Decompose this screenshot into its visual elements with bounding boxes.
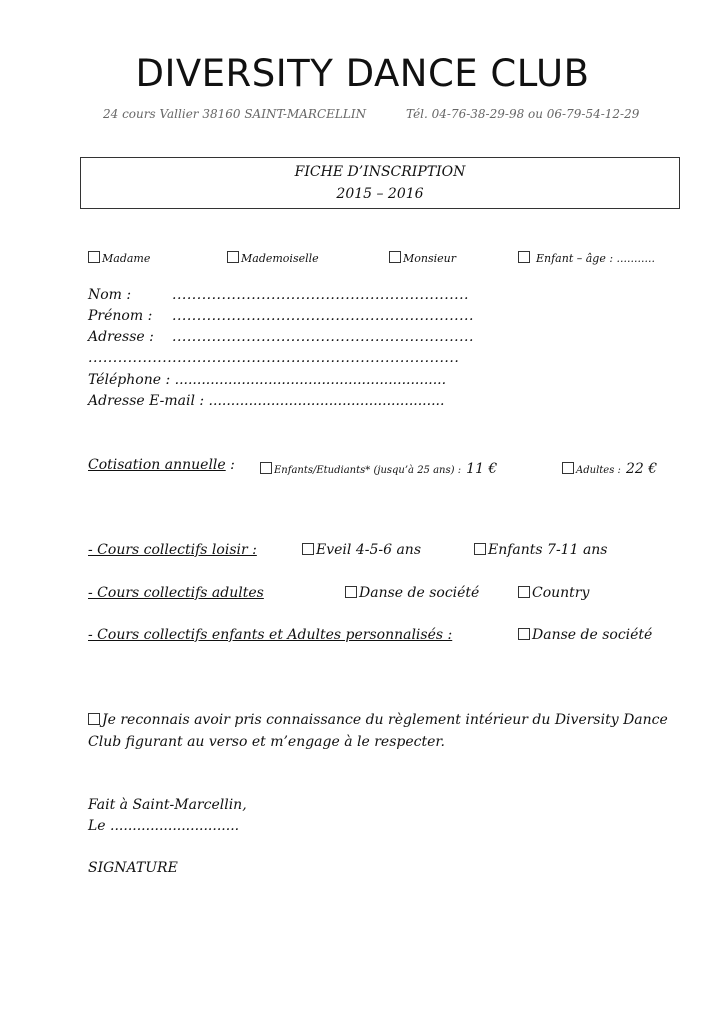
option-enfants-etudiants[interactable] (260, 458, 497, 477)
label-enfant: Enfant – âge : ........... (536, 252, 656, 265)
label-country: Country (532, 585, 590, 601)
label-monsieur: Monsieur (403, 252, 456, 265)
cotisation-colon: : (230, 457, 235, 473)
option-adultes[interactable] (562, 458, 657, 477)
form-header-box (80, 157, 680, 209)
option-eveil[interactable] (302, 542, 421, 558)
date-field[interactable]: Le ............................. (88, 818, 240, 834)
cours-adultes-label: - Cours collectifs adultes (88, 585, 264, 601)
label-adultes: Adultes : (576, 465, 621, 476)
input-adresse[interactable]: ............................................................. (172, 329, 474, 345)
option-mademoiselle[interactable] (227, 251, 319, 265)
checkbox-perso-danse-societe[interactable] (518, 628, 530, 640)
option-monsieur[interactable] (389, 251, 456, 265)
checkbox-adultes[interactable] (562, 462, 574, 474)
option-madame[interactable] (88, 251, 150, 265)
checkbox-country[interactable] (518, 586, 530, 598)
label-enfants-etudiants: Enfants/Etudiants* (jusqu’à 25 ans) : (274, 465, 462, 476)
field-email[interactable]: Adresse E-mail : ..................................................... (88, 393, 445, 409)
form-title: FICHE D’INSCRIPTION (294, 164, 466, 180)
input-adresse-line2[interactable]: ........................................................................... (88, 350, 460, 366)
label-prenom: Prénom : (88, 308, 153, 324)
label-nom: Nom : (88, 287, 132, 303)
fait-a: Fait à Saint-Marcellin, (88, 797, 247, 813)
agreement-text-1: Je reconnais avoir pris connaissance du règlement intérieur du Diversity Dance (102, 712, 668, 728)
input-nom[interactable]: ............................................................ (172, 287, 470, 303)
option-danse-societe[interactable] (345, 585, 479, 601)
checkbox-eveil[interactable] (302, 543, 314, 555)
club-address: 24 cours Vallier 38160 SAINT-MARCELLIN (103, 107, 367, 121)
cotisation-row (88, 457, 235, 473)
label-enfants-7-11: Enfants 7-11 ans (488, 542, 608, 558)
label-eveil: Eveil 4-5-6 ans (316, 542, 421, 558)
agreement-text-2: Club figurant au verso et m’engage à le respecter. (88, 734, 445, 750)
price-adultes: 22 € (625, 461, 658, 477)
option-enfant[interactable] (518, 251, 655, 265)
cours-perso-label: - Cours collectifs enfants et Adultes personnalisés : (88, 627, 453, 643)
checkbox-enfants-etudiants[interactable] (260, 462, 272, 474)
signature-label: SIGNATURE (88, 860, 178, 876)
label-mademoiselle: Mademoiselle (241, 252, 319, 265)
checkbox-enfants-7-11[interactable] (474, 543, 486, 555)
checkbox-danse-societe[interactable] (345, 586, 357, 598)
checkbox-monsieur[interactable] (389, 251, 401, 263)
cours-loisir-label: - Cours collectifs loisir : (88, 542, 257, 558)
option-country[interactable] (518, 585, 589, 601)
label-adresse: Adresse : (88, 329, 154, 345)
field-telephone[interactable]: Téléphone : ............................................................. (88, 372, 447, 388)
label-madame: Madame (102, 252, 151, 265)
option-enfants-7-11[interactable] (474, 542, 608, 558)
club-title: DIVERSITY DANCE CLUB (135, 52, 590, 95)
checkbox-mademoiselle[interactable] (227, 251, 239, 263)
checkbox-agreement[interactable] (88, 713, 100, 725)
cotisation-label: Cotisation annuelle (88, 457, 226, 473)
club-phone: Tél. 04-76-38-29-98 ou 06-79-54-12-29 (406, 107, 640, 121)
label-danse-societe: Danse de société (359, 585, 480, 601)
price-enfants: 11 € (466, 461, 498, 477)
agreement-line1[interactable] (88, 712, 668, 728)
input-prenom[interactable]: ............................................................. (172, 308, 474, 324)
checkbox-madame[interactable] (88, 251, 100, 263)
option-perso-danse-societe[interactable] (518, 627, 652, 643)
form-season: 2015 – 2016 (336, 186, 424, 202)
label-perso-danse-societe: Danse de société (532, 627, 653, 643)
checkbox-enfant[interactable] (518, 251, 530, 263)
